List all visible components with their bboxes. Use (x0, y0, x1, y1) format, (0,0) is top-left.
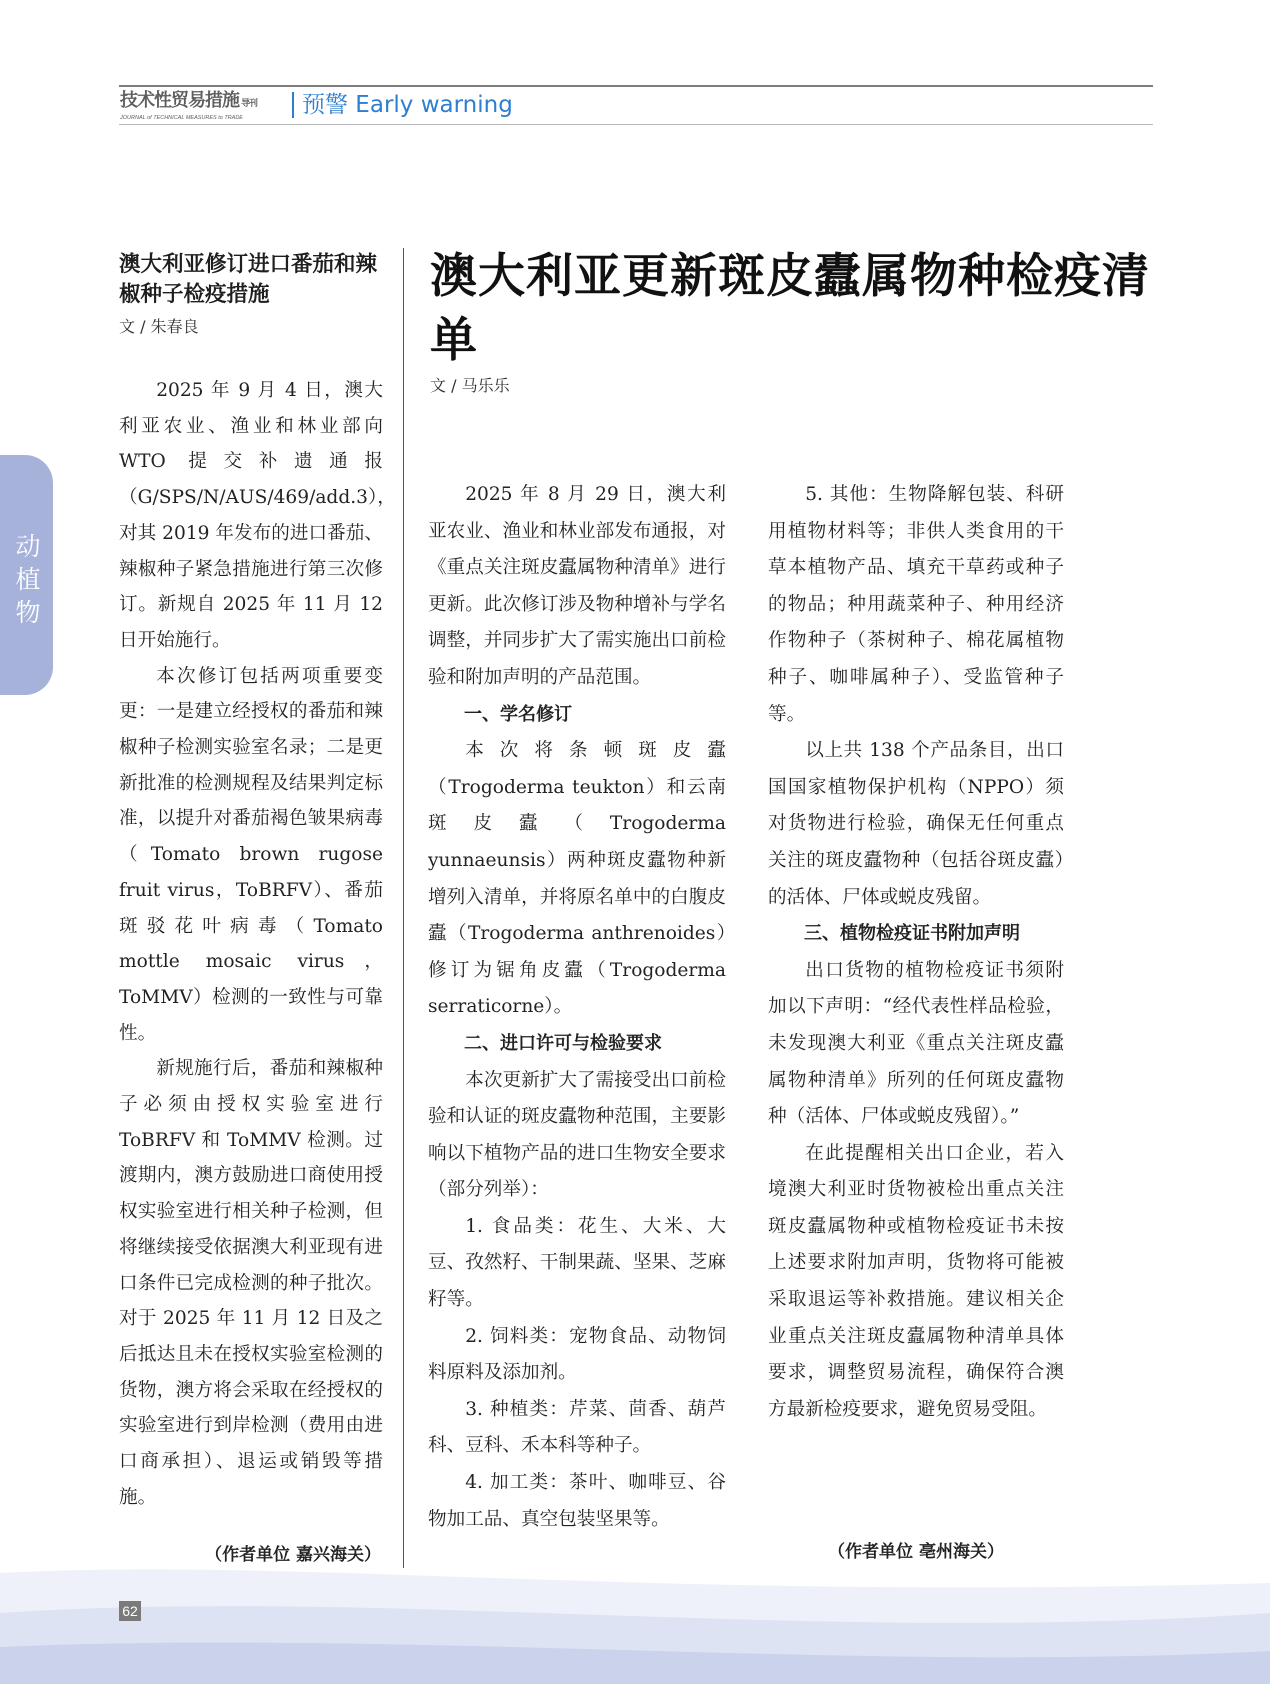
main-article-title: 澳大利亚更新斑皮蠹属物种检疫清单 (430, 249, 1150, 368)
section-heading: 二、进口许可与检验要求 (464, 1032, 662, 1054)
list-item: 1. 食品类：花生、大米、大豆、孜然籽、干制果蔬、坚果、芝麻籽等。 (428, 1215, 726, 1311)
header-divider (292, 92, 294, 118)
list-item: 4. 加工类：茶叶、咖啡豆、谷物加工品、真空包装坚果等。 (428, 1472, 726, 1530)
left-article-author: 文 / 朱春良 (119, 317, 199, 336)
paragraph: 2025 年 8 月 29 日，澳大利亚农业、渔业和林业部发布通报，对《重点关注斑皮蠹属物种清单》进行更新。此次修订涉及物种增补与学名调整，并同步扩大了需实施出口前检验和附加声明的产品范围。 (428, 484, 726, 688)
list-item: 3. 种植类：芹菜、茴香、葫芦科、豆科、禾本科等种子。 (428, 1398, 726, 1457)
main-article-affiliation: （作者单位 亳州海关） (828, 1542, 1004, 1562)
journal-name-en: JOURNAL of TECHNICAL MEASURES to TRADE (120, 115, 243, 121)
paragraph: 以上共 138 个产品条目，出口国国家植物保护机构（NPPO）须对货物进行检验，确保无任何重点关注的斑皮蠹物种（包括谷斑皮蠹）的活体、尸体或蜕皮残留。 (768, 740, 1064, 908)
header-top-rule (119, 85, 1153, 87)
side-tab-label: 动植物 (15, 532, 41, 627)
footer-wave (0, 1555, 1270, 1684)
main-article-author: 文 / 马乐乐 (430, 376, 510, 395)
journal-mark: 导刊 (241, 99, 258, 109)
paragraph: 2025 年 9 月 4 日，澳大利亚农业、渔业和林业部向 WTO 提交补遗通报（G/SPS/N/AUS/469/add.3），对其 2019 年发布的进口番茄、辣椒种子紧急措施进行第三次修订。新规自 2025 年 11 月 12 日开始施行。 (119, 380, 396, 651)
paragraph: 在此提醒相关出口企业，若入境澳大利亚时货物被检出重点关注斑皮蠹属物种或植物检疫证书未按上述要求附加声明，货物将可能被采取退运等补救措施。建议相关企业重点关注斑皮蠹属物种清单具体要求，调整贸易流程，确保符合澳方最新检疫要求，避免贸易受阻。 (768, 1142, 1064, 1420)
main-article-column-2 (768, 477, 1064, 1428)
main-article-column-1 (428, 477, 726, 1538)
left-article-affiliation: （作者单位 嘉兴海关） (205, 1545, 381, 1565)
paragraph: 新规施行后，番茄和辣椒种子必须由授权实验室进行 ToBRFV 和 ToMMV 检测。过渡期内，澳方鼓励进口商使用授权实验室进行相关种子检测，但将继续接受依据澳大利亚现有进口条件已完成检测的种子批次。对于 2025 年 11 月 12 日及之后抵达且未在授权实验室检测的货物，澳方将会采取在经授权的实验室进行到岸检测（费用由进口商承担）、退运或销毁等措施。 (119, 1058, 383, 1508)
paragraph: 本次修订包括两项重要变更：一是建立经授权的番茄和辣椒种子检测实验室名录；二是更新批准的检测规程及结果判定标准，以提升对番茄褐色皱果病毒（Tomato brown rugose fruit virus，ToBRFV）、番茄斑驳花叶病毒（Tomato mottle mosaic virus，ToMMV）检测的一致性与可靠性。 (119, 665, 383, 1044)
section-heading: 三、植物检疫证书附加声明 (804, 923, 1020, 945)
left-article-body (119, 373, 396, 1516)
journal-name: 技术性贸易措施 导刊 (120, 90, 258, 111)
journal-logo (120, 91, 290, 122)
section-heading: 一、学名修订 (464, 703, 572, 725)
column-rule (403, 248, 404, 1568)
list-item: 5. 其他：生物降解包装、科研用植物材料等；非供人类食用的干草本植物产品、填充干草药或种子的物品；种用蔬菜种子、种用经济作物种子（茶树种子、棉花属植物种子、咖啡属种子）、受监管种子等。 (768, 484, 1064, 725)
section-label: 预警 Early warning (302, 92, 513, 118)
left-article-title: 澳大利亚修订进口番茄和辣椒种子检疫措施 (119, 252, 378, 307)
paragraph: 出口货物的植物检疫证书须附加以下声明：“经代表性样品检验，未发现澳大利亚《重点关注斑皮蠹属物种清单》所列的任何斑皮蠹物种（活体、尸体或蜕皮残留）。” (768, 959, 1064, 1128)
page-number: 62 (119, 1601, 141, 1621)
paragraph: 本次更新扩大了需接受出口前检验和认证的斑皮蠹物种范围，主要影响以下植物产品的进口生物安全要求（部分列举）： (428, 1069, 726, 1201)
list-item: 2. 饲料类：宠物食品、动物饲料原料及添加剂。 (428, 1325, 726, 1384)
paragraph: 本次将条顿斑皮蠹（Trogoderma teukton）和云南斑皮蠹（Trogoderma yunnaeunsis）两种斑皮蠹物种新增列入清单，并将原名单中的白腹皮蠹（Trogoderma anthrenoides）修订为锯角皮蠹（Trogoderma serraticorne）。 (428, 740, 726, 1018)
header-bottom-rule (119, 124, 1153, 125)
